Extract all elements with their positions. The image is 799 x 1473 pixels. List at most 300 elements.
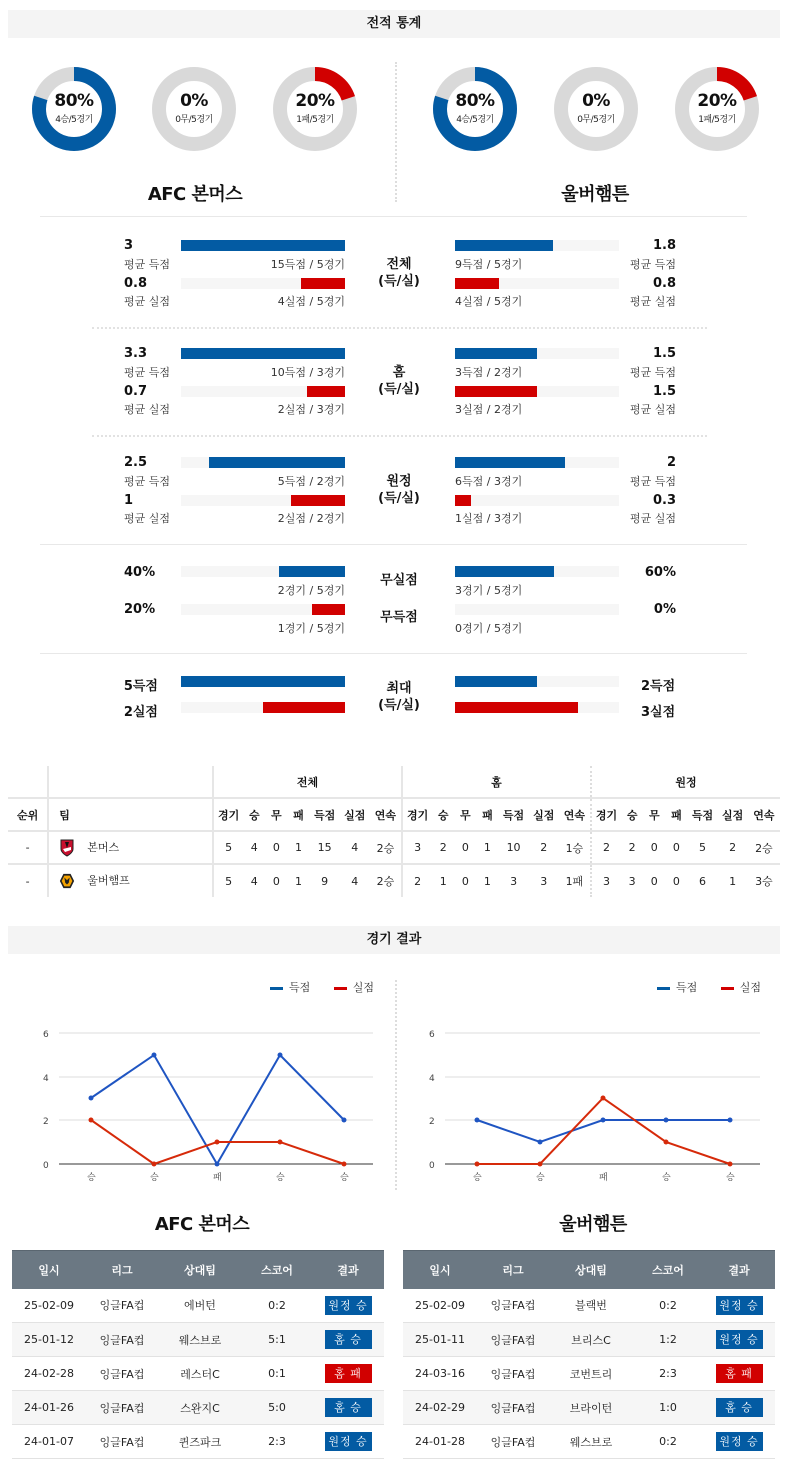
donut-caption: 0무/5경기 [175, 115, 213, 125]
away-team-title: 울버햄튼 [561, 184, 629, 205]
col-header: 무 [265, 798, 287, 831]
legend-item-conceded[interactable] [721, 981, 761, 994]
away-loss-donut [673, 65, 761, 153]
clean-sheet-label: 무실점 [380, 573, 418, 588]
away-no-score-caption: 0경기 / 5경기 [455, 622, 523, 635]
wolves-logo-icon [59, 872, 75, 890]
result-cell [312, 1391, 384, 1425]
home-no-score-caption: 1경기 / 5경기 [277, 622, 345, 635]
col-header: 연속 [370, 798, 402, 831]
col-header-league: 리그 [477, 1251, 549, 1289]
result-badge: 홈 패 [325, 1364, 372, 1383]
home-results-title: AFC 본머스 [154, 1214, 250, 1235]
legend-label: 득점 [289, 981, 311, 994]
column-divider [395, 980, 397, 1190]
divider [40, 653, 747, 654]
cell: 1 [432, 864, 454, 897]
table-row [12, 1391, 384, 1425]
label-line1: 홈 [392, 365, 406, 380]
cell: 3 [402, 831, 432, 864]
team-name: 울버햄프 [87, 874, 130, 887]
col-header-result: 결과 [312, 1251, 384, 1289]
col-header-league: 리그 [86, 1251, 158, 1289]
home-conceded-bar [181, 495, 345, 506]
away-no-score-pct: 0% [653, 602, 676, 617]
col-header: 경기 [591, 798, 621, 831]
league-cell: 잉글FA컵 [477, 1357, 549, 1391]
home-conceded-caption: 2실점 / 3경기 [277, 403, 345, 416]
away-avg-conceded: 0.3 [652, 493, 676, 508]
cell: 3 [498, 864, 528, 897]
avg-scored-label: 평균 득점 [124, 366, 171, 379]
away-conceded-caption: 4실점 / 5경기 [455, 295, 523, 308]
col-header-date: 일시 [403, 1251, 477, 1289]
home-clean-sheet-bar [181, 566, 345, 577]
donut-percent: 80% [455, 91, 495, 111]
result-badge: 원정 승 [716, 1330, 763, 1349]
away-results-table [403, 1250, 775, 1459]
cell: 4 [243, 864, 265, 897]
cell: 2 [402, 864, 432, 897]
away-avg-scored: 1.5 [652, 346, 676, 361]
col-header: 승 [621, 798, 643, 831]
away-results-title: 울버햄튼 [559, 1214, 627, 1235]
result-badge: 원정 승 [716, 1432, 763, 1451]
cell: 1패 [559, 864, 591, 897]
table-row [12, 1357, 384, 1391]
legend-item-scored[interactable] [270, 981, 310, 994]
result-badge: 홈 승 [716, 1398, 763, 1417]
home-avg-scored: 2.5 [124, 455, 148, 470]
league-cell: 잉글FA컵 [477, 1425, 549, 1459]
result-badge: 원정 승 [716, 1296, 763, 1315]
home-win-donut [30, 65, 118, 153]
svg-text:0: 0 [429, 1161, 435, 1171]
home-scored-caption: 10득점 / 3경기 [270, 366, 345, 379]
home-conceded-caption: 2실점 / 2경기 [277, 512, 345, 525]
donut-caption: 0무/5경기 [577, 115, 615, 125]
away-win-donut [431, 65, 519, 153]
opponent-cell: 코번트리 [549, 1357, 633, 1391]
away-max-conceded-bar [455, 702, 619, 713]
home-avg-scored: 3.3 [124, 346, 148, 361]
svg-text:패: 패 [213, 1173, 222, 1183]
away-clean-sheet-pct: 60% [644, 565, 676, 580]
cell: 0 [265, 864, 287, 897]
cell: 2 [621, 831, 643, 864]
opponent-cell: 에버턴 [158, 1289, 242, 1323]
svg-text:승: 승 [473, 1173, 482, 1183]
table-row [403, 1357, 775, 1391]
avg-scored-label: 평균 득점 [629, 258, 676, 271]
bournemouth-logo-icon [59, 839, 75, 857]
avg-scored-label: 평균 득점 [629, 366, 676, 379]
group-header-home: 홈 [402, 766, 591, 798]
opponent-cell: 레스터C [158, 1357, 242, 1391]
home-chart-legend [270, 979, 374, 995]
label-line1: 최대 [386, 681, 412, 696]
date-cell: 25-02-09 [403, 1289, 477, 1323]
home-max-scored: 5득점 [123, 679, 158, 694]
label-line1: 원정 [386, 474, 412, 489]
date-cell: 25-01-12 [12, 1323, 86, 1357]
result-cell [312, 1323, 384, 1357]
legend-item-scored[interactable] [657, 981, 697, 994]
league-cell: 잉글FA컵 [477, 1289, 549, 1323]
cell: 15 [310, 831, 340, 864]
cell: 4 [243, 831, 265, 864]
cell: 1 [287, 831, 309, 864]
home-avg-conceded: 0.8 [124, 276, 148, 291]
score-cell: 0:2 [633, 1425, 703, 1459]
away-draw-donut [552, 65, 640, 153]
home-scored-caption: 15득점 / 5경기 [270, 258, 345, 271]
away-scored-caption: 3득점 / 2경기 [455, 366, 523, 379]
col-header: 득점 [498, 798, 528, 831]
label-line1: 전체 [386, 257, 412, 272]
blank-header [48, 766, 213, 798]
league-cell: 잉글FA컵 [86, 1323, 158, 1357]
rank-cell: - [8, 831, 48, 864]
avg-conceded-label: 평균 실점 [629, 403, 676, 416]
result-cell [703, 1425, 775, 1459]
away-avg-scored: 2 [666, 455, 676, 470]
opponent-cell: 브라이턴 [549, 1391, 633, 1425]
donut-percent: 0% [180, 91, 208, 111]
col-header-score: 스코어 [633, 1251, 703, 1289]
cell: 6 [687, 864, 717, 897]
legend-label: 실점 [352, 981, 375, 994]
table-row [8, 831, 780, 864]
cell: 0 [665, 864, 687, 897]
group-header-total: 전체 [213, 766, 402, 798]
home-scored-bar [181, 348, 345, 359]
svg-text:승: 승 [87, 1173, 96, 1183]
col-header: 승 [432, 798, 454, 831]
svg-text:4: 4 [43, 1074, 49, 1084]
cell: 0 [643, 864, 665, 897]
date-cell: 24-02-29 [403, 1391, 477, 1425]
col-header: 연속 [559, 798, 591, 831]
svg-text:2: 2 [429, 1117, 435, 1127]
away-conceded-caption: 3실점 / 2경기 [455, 403, 523, 416]
col-header: 득점 [687, 798, 717, 831]
table-row [403, 1289, 775, 1323]
home-conceded-caption: 4실점 / 5경기 [277, 295, 345, 308]
cell: 1 [718, 864, 748, 897]
donut-caption: 1패/5경기 [296, 115, 334, 125]
home-max-conceded-bar [181, 702, 345, 713]
svg-text:4: 4 [429, 1074, 435, 1084]
svg-text:승: 승 [340, 1173, 349, 1183]
blank-header [8, 766, 48, 798]
col-header-score: 스코어 [242, 1251, 312, 1289]
home-no-score-pct: 20% [124, 602, 156, 617]
svg-text:2: 2 [43, 1117, 49, 1127]
cell: 9 [310, 864, 340, 897]
score-cell: 0:2 [242, 1289, 312, 1323]
home-conceded-bar [181, 278, 345, 289]
col-header: 패 [476, 798, 498, 831]
home-scored-bar [181, 240, 345, 251]
opponent-cell: 스완지C [158, 1391, 242, 1425]
cell: 0 [643, 831, 665, 864]
home-draw-donut [150, 65, 238, 153]
table-row [12, 1425, 384, 1459]
league-cell: 잉글FA컵 [86, 1289, 158, 1323]
home-results-table [12, 1250, 384, 1459]
cell: 2승 [748, 831, 780, 864]
result-cell [312, 1425, 384, 1459]
max-label [364, 680, 434, 714]
home-loss-donut [271, 65, 359, 153]
avg-scored-label: 평균 득점 [124, 258, 171, 271]
away-conceded-caption: 1실점 / 3경기 [455, 512, 523, 525]
svg-text:6: 6 [429, 1030, 435, 1040]
column-divider [395, 62, 397, 202]
col-header-date: 일시 [12, 1251, 86, 1289]
cell: 0 [454, 864, 476, 897]
legend-item-conceded[interactable] [334, 981, 374, 994]
score-cell: 5:1 [242, 1323, 312, 1357]
score-cell: 1:0 [633, 1391, 703, 1425]
avg-conceded-label: 평균 실점 [124, 403, 171, 416]
cell: 2 [529, 831, 559, 864]
score-cell: 5:0 [242, 1391, 312, 1425]
svg-text:0: 0 [43, 1161, 49, 1171]
result-cell [703, 1391, 775, 1425]
stat-group-label [364, 364, 434, 398]
away-max-scored: 2득점 [641, 679, 676, 694]
home-line-chart [0, 1020, 400, 1190]
score-cell: 0:1 [242, 1357, 312, 1391]
avg-scored-label: 평균 득점 [124, 475, 171, 488]
cell: 2 [591, 831, 621, 864]
home-scored-caption: 5득점 / 2경기 [277, 475, 345, 488]
cell: 2승 [370, 864, 402, 897]
cell: 3승 [748, 864, 780, 897]
group-header-away: 원정 [591, 766, 780, 798]
legend-label: 득점 [676, 981, 698, 994]
score-cell: 2:3 [633, 1357, 703, 1391]
opponent-cell: 웨스브로 [549, 1425, 633, 1459]
table-row [12, 1323, 384, 1357]
league-cell: 잉글FA컵 [86, 1425, 158, 1459]
result-cell [703, 1357, 775, 1391]
legend-swatch-icon [334, 987, 347, 990]
donut-caption: 4승/5경기 [55, 115, 93, 125]
col-header: 연속 [748, 798, 780, 831]
results-section-header: 경기 결과 [8, 926, 780, 954]
away-avg-conceded: 0.8 [652, 276, 676, 291]
donut-percent: 80% [54, 91, 94, 111]
cell: 3 [621, 864, 643, 897]
col-header: 득점 [310, 798, 340, 831]
date-cell: 24-01-28 [403, 1425, 477, 1459]
cell: 1 [476, 864, 498, 897]
cell: 1 [476, 831, 498, 864]
team-header: 팀 [48, 798, 213, 831]
table-row [403, 1391, 775, 1425]
away-line-chart [400, 1020, 799, 1190]
league-cell: 잉글FA컵 [86, 1391, 158, 1425]
svg-text:승: 승 [536, 1173, 545, 1183]
rank-cell: - [8, 864, 48, 897]
col-header-opponent: 상대팀 [549, 1251, 633, 1289]
result-cell [703, 1323, 775, 1357]
dotted-divider [92, 327, 707, 329]
stat-group-label [364, 473, 434, 507]
cell: 5 [213, 864, 243, 897]
result-cell [703, 1289, 775, 1323]
col-header: 실점 [340, 798, 370, 831]
opponent-cell: 웨스브로 [158, 1323, 242, 1357]
cell: 1 [287, 864, 309, 897]
home-avg-scored: 3 [124, 238, 134, 253]
cell: 5 [687, 831, 717, 864]
col-header: 무 [643, 798, 665, 831]
home-clean-sheet-pct: 40% [124, 565, 156, 580]
donut-percent: 20% [295, 91, 335, 111]
col-header: 승 [243, 798, 265, 831]
cell: 3 [591, 864, 621, 897]
away-scored-caption: 6득점 / 3경기 [455, 475, 523, 488]
home-avg-conceded: 0.7 [124, 384, 148, 399]
home-conceded-bar [181, 386, 345, 397]
svg-text:승: 승 [276, 1173, 285, 1183]
result-badge: 홈 승 [325, 1398, 372, 1417]
donut-percent: 20% [697, 91, 737, 111]
col-header: 무 [454, 798, 476, 831]
col-header: 경기 [402, 798, 432, 831]
score-cell: 1:2 [633, 1323, 703, 1357]
home-no-score-bar [181, 604, 345, 615]
date-cell: 24-03-16 [403, 1357, 477, 1391]
away-max-scored-bar [455, 676, 619, 687]
svg-text:승: 승 [150, 1173, 159, 1183]
avg-conceded-label: 평균 실점 [124, 512, 171, 525]
cell: 3 [529, 864, 559, 897]
donut-caption: 1패/5경기 [698, 115, 736, 125]
away-avg-scored: 1.8 [652, 238, 676, 253]
cell: 5 [213, 831, 243, 864]
home-max-conceded: 2실점 [123, 705, 158, 720]
avg-conceded-label: 평균 실점 [124, 295, 171, 308]
svg-text:승: 승 [662, 1173, 671, 1183]
cell: 2승 [370, 831, 402, 864]
col-header: 실점 [529, 798, 559, 831]
legend-swatch-icon [270, 987, 283, 990]
legend-label: 실점 [739, 981, 762, 994]
date-cell: 25-01-11 [403, 1323, 477, 1357]
team-name: 본머스 [87, 840, 120, 854]
away-chart-legend [657, 979, 761, 995]
result-badge: 원정 승 [325, 1432, 372, 1451]
league-cell: 잉글FA컵 [477, 1391, 549, 1425]
rank-header: 순위 [8, 798, 48, 831]
score-cell: 2:3 [242, 1425, 312, 1459]
table-row [403, 1323, 775, 1357]
svg-text:승: 승 [726, 1173, 735, 1183]
standings-table [8, 766, 780, 897]
stat-group-label [364, 256, 434, 290]
home-scored-bar [181, 457, 345, 468]
date-cell: 24-01-26 [12, 1391, 86, 1425]
avg-conceded-label: 평균 실점 [629, 295, 676, 308]
away-scored-caption: 9득점 / 5경기 [455, 258, 523, 271]
league-cell: 잉글FA컵 [86, 1357, 158, 1391]
date-cell: 24-01-07 [12, 1425, 86, 1459]
divider [40, 216, 747, 217]
table-row [8, 864, 780, 897]
league-cell: 잉글FA컵 [477, 1323, 549, 1357]
date-cell: 25-02-09 [12, 1289, 86, 1323]
cell: 4 [340, 831, 370, 864]
away-avg-conceded: 1.5 [652, 384, 676, 399]
label-line2: (득/실) [378, 698, 420, 713]
cell: 0 [665, 831, 687, 864]
avg-conceded-label: 평균 실점 [629, 512, 676, 525]
cell: 4 [340, 864, 370, 897]
cell: 10 [498, 831, 528, 864]
col-header: 경기 [213, 798, 243, 831]
table-row [12, 1289, 384, 1323]
cell: 0 [454, 831, 476, 864]
no-score-label: 무득점 [380, 610, 418, 625]
score-cell: 0:2 [633, 1289, 703, 1323]
svg-text:6: 6 [43, 1030, 49, 1040]
donut-caption: 4승/5경기 [456, 115, 494, 125]
donut-percent: 0% [582, 91, 610, 111]
opponent-cell: 퀸즈파크 [158, 1425, 242, 1459]
col-header: 실점 [718, 798, 748, 831]
avg-scored-label: 평균 득점 [629, 475, 676, 488]
col-header-result: 결과 [703, 1251, 775, 1289]
result-badge: 원정 승 [325, 1296, 372, 1315]
team-cell[interactable] [48, 831, 213, 864]
dotted-divider [92, 435, 707, 437]
opponent-cell: 브리스C [549, 1323, 633, 1357]
label-line2: (득/실) [378, 491, 420, 506]
result-cell [312, 1289, 384, 1323]
opponent-cell: 블랙번 [549, 1289, 633, 1323]
stats-section-header: 전적 통계 [8, 10, 780, 38]
svg-text:패: 패 [599, 1173, 608, 1183]
home-max-scored-bar [181, 676, 345, 687]
away-max-conceded: 3실점 [641, 705, 676, 720]
home-avg-conceded: 1 [124, 493, 134, 508]
legend-swatch-icon [721, 987, 734, 990]
col-header-opponent: 상대팀 [158, 1251, 242, 1289]
legend-swatch-icon [657, 987, 670, 990]
label-line2: (득/실) [378, 382, 420, 397]
cell: 1승 [559, 831, 591, 864]
home-clean-sheet-caption: 2경기 / 5경기 [277, 584, 345, 597]
col-header: 패 [665, 798, 687, 831]
home-team-title: AFC 본머스 [147, 184, 243, 205]
cell: 0 [265, 831, 287, 864]
label-line2: (득/실) [378, 274, 420, 289]
result-badge: 홈 패 [716, 1364, 763, 1383]
cell: 2 [432, 831, 454, 864]
col-header: 패 [287, 798, 309, 831]
divider [40, 544, 747, 545]
date-cell: 24-02-28 [12, 1357, 86, 1391]
team-cell[interactable] [48, 864, 213, 897]
away-clean-sheet-caption: 3경기 / 5경기 [455, 584, 523, 597]
result-cell [312, 1357, 384, 1391]
cell: 2 [718, 831, 748, 864]
